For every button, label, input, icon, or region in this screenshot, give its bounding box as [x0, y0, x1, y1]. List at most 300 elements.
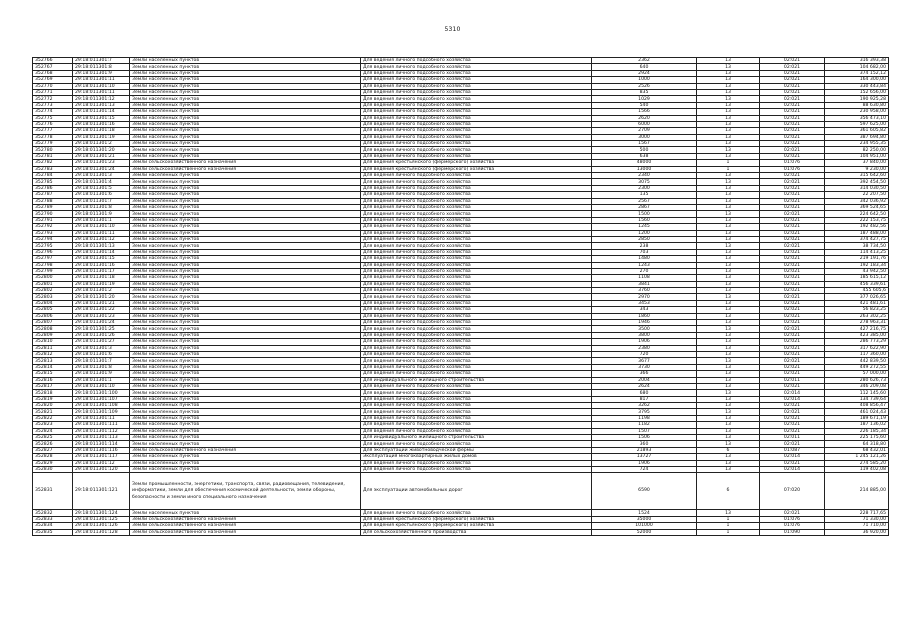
cadastral-value-cell: 597 625,00: [825, 121, 889, 127]
row-number-cell: 352800: [33, 275, 73, 281]
cadastral-number-cell: 29:18:011301:7: [73, 58, 130, 64]
cadastral-number-cell: 29:18:011301:12: [73, 460, 130, 466]
row-number-cell: 352773: [33, 102, 73, 108]
permitted-use-cell: Для ведения личного подсобного хозяйства: [361, 358, 592, 364]
permitted-use-cell: Для эксплуатации автомобильных дорог: [361, 473, 592, 510]
area-cell: 3262: [592, 403, 697, 409]
area-cell: 52000: [592, 529, 697, 535]
type-code-cell: 01:090: [760, 529, 825, 535]
area-cell: 6590: [592, 473, 697, 510]
group-code-cell: 13: [697, 422, 760, 428]
type-code-cell: 02:021: [760, 134, 825, 140]
group-code-cell: 13: [697, 96, 760, 102]
permitted-use-cell: Для ведения личного подсобного хозяйства: [361, 58, 592, 64]
cadastral-number-cell: 29:18:011301:7: [73, 198, 130, 204]
type-code-cell: 02:021: [760, 262, 825, 268]
permitted-use-cell: Для индивидуального жилищного строительства: [361, 377, 592, 383]
type-code-cell: 02:021: [760, 147, 825, 153]
group-code-cell: 13: [697, 153, 760, 159]
row-number-cell: 352784: [33, 173, 73, 179]
area-cell: 2362: [592, 58, 697, 64]
group-code-cell: 13: [697, 224, 760, 230]
cadastral-value-cell: 22 207,50: [825, 192, 889, 198]
row-number-cell: 352806: [33, 313, 73, 319]
area-cell: 238: [592, 243, 697, 249]
type-code-cell: 02:011: [760, 377, 825, 383]
cadastral-number-cell: 29:18:011301:10: [73, 383, 130, 389]
land-category-cell: Земли населенных пунктов: [130, 109, 361, 115]
group-code-cell: 13: [697, 326, 760, 332]
land-category-cell: Земли сельскохозяйственного назначения: [130, 516, 361, 522]
row-number-cell: 352775: [33, 115, 73, 121]
type-code-cell: 02:021: [760, 428, 825, 434]
cadastral-value-cell: 263 302,25: [825, 313, 889, 319]
area-cell: 48000: [592, 160, 697, 166]
permitted-use-cell: Для ведения личного подсобного хозяйства: [361, 243, 592, 249]
land-category-cell: Земли населенных пунктов: [130, 422, 361, 428]
permitted-use-cell: Для ведения личного подсобного хозяйства: [361, 409, 592, 415]
land-category-cell: Земли населенных пунктов: [130, 377, 361, 383]
row-number-cell: 352790: [33, 211, 73, 217]
cadastral-number-cell: 29:18:011301:11: [73, 230, 130, 236]
area-cell: 1182: [592, 422, 697, 428]
land-category-cell: Земли населенных пунктов: [130, 268, 361, 274]
group-code-cell: 13: [697, 332, 760, 338]
cadastral-value-cell: 316 393,38: [825, 58, 889, 64]
cadastral-value-table: [32, 57, 889, 536]
area-cell: 1906: [592, 460, 697, 466]
land-category-cell: Земли населенных пунктов: [130, 415, 361, 421]
cadastral-number-cell: 29:18:011301:1: [73, 377, 130, 383]
land-category-cell: Земли сельскохозяйственного назначения: [130, 447, 361, 453]
type-code-cell: 02:014: [760, 467, 825, 473]
land-category-cell: Земли населенных пунктов: [130, 307, 361, 313]
group-code-cell: 13: [697, 89, 760, 95]
type-code-cell: 02:021: [760, 371, 825, 377]
cadastral-value-cell: 114 413,25: [825, 249, 889, 255]
cadastral-value-cell: 187 488,00: [825, 230, 889, 236]
row-number-cell: 352833: [33, 516, 73, 522]
permitted-use-cell: Для ведения личного подсобного хозяйства: [361, 281, 592, 287]
row-number-cell: 352807: [33, 320, 73, 326]
permitted-use-cell: Для ведения крестьянского (фермерского) хозяйства: [361, 516, 592, 522]
land-category-cell: Земли населенных пунктов: [130, 467, 361, 473]
cadastral-value-cell: 1 245 121,26: [825, 454, 889, 460]
type-code-cell: 01:076: [760, 516, 825, 522]
cadastral-value-cell: 234 955,35: [825, 141, 889, 147]
group-code-cell: 13: [697, 83, 760, 89]
row-number-cell: 352770: [33, 83, 73, 89]
group-code-cell: 6: [697, 473, 760, 510]
cadastral-number-cell: 29:18:011301:128: [73, 529, 130, 535]
group-code-cell: 13: [697, 102, 760, 108]
row-number-cell: 352821: [33, 409, 73, 415]
permitted-use-cell: Для ведения личного подсобного хозяйства: [361, 460, 592, 466]
land-category-cell: Земли населенных пунктов: [130, 441, 361, 447]
row-number-cell: 352794: [33, 236, 73, 242]
cadastral-value-cell: 361 605,82: [825, 128, 889, 134]
row-number-cell: 352815: [33, 371, 73, 377]
row-number-cell: 352828: [33, 454, 73, 460]
cadastral-number-cell: 29:18:011301:3: [73, 345, 130, 351]
row-number-cell: 352774: [33, 109, 73, 115]
permitted-use-cell: Для индивидуального жилищного строительства: [361, 435, 592, 441]
permitted-use-cell: Для ведения личного подсобного хозяйства: [361, 396, 592, 402]
group-code-cell: 13: [697, 300, 760, 306]
row-number-cell: 352803: [33, 294, 73, 300]
row-number-cell: 352789: [33, 204, 73, 210]
group-code-cell: 13: [697, 403, 760, 409]
permitted-use-cell: Для ведения личного подсобного хозяйства: [361, 262, 592, 268]
land-category-cell: Земли населенных пунктов: [130, 243, 361, 249]
group-code-cell: 13: [697, 383, 760, 389]
area-cell: 2970: [592, 294, 697, 300]
group-code-cell: 13: [697, 428, 760, 434]
cadastral-number-cell: 29:18:011301:23: [73, 160, 130, 166]
row-number-cell: 352766: [33, 58, 73, 64]
cadastral-value-cell: 71 710,00: [825, 523, 889, 529]
row-number-cell: 352777: [33, 128, 73, 134]
group-code-cell: 13: [697, 435, 760, 441]
row-number-cell: 352820: [33, 403, 73, 409]
permitted-use-cell: Для ведения личного подсобного хозяйства: [361, 147, 592, 153]
group-code-cell: 1: [697, 516, 760, 522]
cadastral-value-cell: 224 642,50: [825, 211, 889, 217]
cadastral-number-cell: 29:18:011301:16: [73, 262, 130, 268]
cadastral-number-cell: 29:18:011301:5: [73, 185, 130, 191]
cadastral-number-cell: 29:18:011301:20: [73, 294, 130, 300]
permitted-use-cell: Для ведения личного подсобного хозяйства: [361, 249, 592, 255]
permitted-use-cell: Для ведения крестьянского (фермерского) хозяйства: [361, 523, 592, 529]
cadastral-value-cell: 117 360,00: [825, 351, 889, 357]
cadastral-number-cell: 29:18:011301:9: [73, 70, 130, 76]
cadastral-number-cell: 29:18:011301:11: [73, 77, 130, 83]
cadastral-value-cell: 274 585,20: [825, 460, 889, 466]
cadastral-value-cell: 43 942,50: [825, 268, 889, 274]
land-category-cell: Земли населенных пунктов: [130, 358, 361, 364]
cadastral-value-cell: 442 839,50: [825, 358, 889, 364]
area-cell: 3730: [592, 364, 697, 370]
area-cell: 13727: [592, 454, 697, 460]
row-number-cell: 352780: [33, 147, 73, 153]
row-number-cell: 352805: [33, 307, 73, 313]
type-code-cell: 02:021: [760, 243, 825, 249]
cadastral-number-cell: 29:18:011301:3: [73, 173, 130, 179]
cadastral-number-cell: 29:18:011301:19: [73, 134, 130, 140]
permitted-use-cell: Для ведения личного подсобного хозяйства: [361, 339, 592, 345]
type-code-cell: 02:021: [760, 300, 825, 306]
permitted-use-cell: Для ведения личного подсобного хозяйства: [361, 141, 592, 147]
permitted-use-cell: Для ведения личного подсобного хозяйства: [361, 422, 592, 428]
group-code-cell: 13: [697, 320, 760, 326]
land-category-cell: Земли населенных пунктов: [130, 262, 361, 268]
row-number-cell: 352818: [33, 390, 73, 396]
cadastral-value-cell: 374 152,12: [825, 70, 889, 76]
area-cell: 1524: [592, 510, 697, 516]
permitted-use-cell: Для ведения личного подсобного хозяйства: [361, 288, 592, 294]
cadastral-number-cell: 29:18:011301:100: [73, 390, 130, 396]
type-code-cell: 02:021: [760, 332, 825, 338]
type-code-cell: 02:021: [760, 307, 825, 313]
type-code-cell: 02:021: [760, 121, 825, 127]
area-cell: 35000: [592, 516, 697, 522]
permitted-use-cell: Для ведения личного подсобного хозяйства: [361, 332, 592, 338]
row-number-cell: 352816: [33, 377, 73, 383]
area-cell: 2380: [592, 345, 697, 351]
cadastral-value-cell: 38 734,50: [825, 243, 889, 249]
group-code-cell: 13: [697, 364, 760, 370]
permitted-use-cell: Для ведения личного подсобного хозяйства: [361, 77, 592, 83]
cadastral-number-cell: 29:18:011301:113: [73, 435, 130, 441]
type-code-cell: 02:021: [760, 320, 825, 326]
row-number-cell: 352814: [33, 364, 73, 370]
row-number-cell: 352811: [33, 345, 73, 351]
cadastral-number-cell: 29:18:011301:107: [73, 396, 130, 402]
area-cell: 1566: [592, 109, 697, 115]
land-category-cell: Земли населенных пунктов: [130, 275, 361, 281]
cadastral-number-cell: 29:18:011301:14: [73, 249, 130, 255]
type-code-cell: 02:021: [760, 211, 825, 217]
row-number-cell: 352804: [33, 300, 73, 306]
row-number-cell: 352809: [33, 332, 73, 338]
area-cell: 3795: [592, 409, 697, 415]
type-code-cell: 02:014: [760, 390, 825, 396]
permitted-use-cell: Для ведения личного подсобного хозяйства: [361, 64, 592, 70]
area-cell: 2624: [592, 383, 697, 389]
group-code-cell: 13: [697, 141, 760, 147]
area-cell: 724: [592, 467, 697, 473]
land-category-cell: Земли населенных пунктов: [130, 192, 361, 198]
cadastral-number-cell: 29:18:011301:27: [73, 339, 130, 345]
cadastral-value-cell: 369 524,65: [825, 204, 889, 210]
type-code-cell: 02:021: [760, 249, 825, 255]
cadastral-number-cell: 29:18:011301:14: [73, 109, 130, 115]
group-code-cell: 13: [697, 204, 760, 210]
group-code-cell: 13: [697, 409, 760, 415]
cadastral-value-cell: 71 330,00: [825, 516, 889, 522]
cadastral-value-cell: 219 191,76: [825, 256, 889, 262]
cadastral-value-cell: 82 250,00: [825, 147, 889, 153]
type-code-cell: 02:021: [760, 339, 825, 345]
row-number-cell: 352779: [33, 141, 73, 147]
group-code-cell: 13: [697, 109, 760, 115]
area-cell: 1906: [592, 339, 697, 345]
land-category-cell: Земли населенных пунктов: [130, 332, 361, 338]
type-code-cell: 02:021: [760, 102, 825, 108]
type-code-cell: 02:021: [760, 409, 825, 415]
cadastral-value-cell: 152 656,00: [825, 89, 889, 95]
row-number-cell: 352835: [33, 529, 73, 535]
area-cell: 2850: [592, 236, 697, 242]
area-cell: 680: [592, 390, 697, 396]
cadastral-value-cell: 57 000,00: [825, 371, 889, 377]
cadastral-number-cell: 29:18:011301:24: [73, 320, 130, 326]
row-number-cell: 352832: [33, 510, 73, 516]
row-number-cell: 352785: [33, 179, 73, 185]
area-cell: 2340: [592, 173, 697, 179]
cadastral-value-cell: 315 642,60: [825, 173, 889, 179]
area-cell: 3760: [592, 288, 697, 294]
cadastral-number-cell: 29:18:011301:8: [73, 64, 130, 70]
cadastral-value-cell: 36 920,00: [825, 529, 889, 535]
group-code-cell: 13: [697, 288, 760, 294]
area-cell: 360: [592, 441, 697, 447]
land-category-cell: Земли сельскохозяйственного назначения: [130, 160, 361, 166]
type-code-cell: 02:021: [760, 109, 825, 115]
land-category-cell: Земли населенных пунктов: [130, 300, 361, 306]
row-number-cell: 352781: [33, 153, 73, 159]
area-cell: 3000: [592, 134, 697, 140]
area-cell: 720: [592, 351, 697, 357]
permitted-use-cell: Для ведения личного подсобного хозяйства: [361, 428, 592, 434]
cadastral-value-cell: 192 482,56: [825, 224, 889, 230]
land-category-cell: Земли населенных пунктов: [130, 230, 361, 236]
type-code-cell: 02:021: [760, 198, 825, 204]
area-cell: 21893: [592, 447, 697, 453]
type-code-cell: 02:021: [760, 422, 825, 428]
type-code-cell: 01:076: [760, 160, 825, 166]
land-category-cell: Земли населенных пунктов: [130, 173, 361, 179]
land-category-cell: Земли населенных пунктов: [130, 102, 361, 108]
row-number-cell: 352827: [33, 447, 73, 453]
group-code-cell: 13: [697, 294, 760, 300]
cadastral-number-cell: 29:18:011301:121: [73, 473, 130, 510]
permitted-use-cell: Для ведения личного подсобного хозяйства: [361, 173, 592, 179]
permitted-use-cell: Для ведения личного подсобного хозяйства: [361, 256, 592, 262]
group-code-cell: 13: [697, 115, 760, 121]
land-category-cell: Земли населенных пунктов: [130, 58, 361, 64]
area-cell: 2526: [592, 83, 697, 89]
permitted-use-cell: Для ведения личного подсобного хозяйства: [361, 275, 592, 281]
permitted-use-cell: Для ведения личного подсобного хозяйства: [361, 211, 592, 217]
row-number-cell: 352792: [33, 224, 73, 230]
type-code-cell: 02:021: [760, 281, 825, 287]
group-code-cell: 13: [697, 339, 760, 345]
permitted-use-cell: Для сельскохозяйственного производства: [361, 529, 592, 535]
group-code-cell: 13: [697, 185, 760, 191]
land-category-cell: Земли населенных пунктов: [130, 96, 361, 102]
row-number-cell: 352778: [33, 134, 73, 140]
type-code-cell: 02:021: [760, 70, 825, 76]
cadastral-value-cell: 421 481,61: [825, 300, 889, 306]
land-category-cell: Земли населенных пунктов: [130, 147, 361, 153]
group-code-cell: 13: [697, 460, 760, 466]
cadastral-value-cell: 185 615,12: [825, 275, 889, 281]
cadastral-number-cell: 29:18:011301:114: [73, 441, 130, 447]
group-code-cell: 13: [697, 77, 760, 83]
row-number-cell: 352817: [33, 383, 73, 389]
page-number: 5310: [444, 26, 461, 33]
cadastral-value-cell: 317 622,90: [825, 345, 889, 351]
row-number-cell: 352796: [33, 249, 73, 255]
row-number-cell: 352802: [33, 288, 73, 294]
table-row: [33, 529, 889, 535]
cadastral-number-cell: 29:18:011301:108: [73, 403, 130, 409]
area-cell: 1506: [592, 435, 697, 441]
permitted-use-cell: Для ведения личного подсобного хозяйства: [361, 109, 592, 115]
type-code-cell: 02:021: [760, 313, 825, 319]
permitted-use-cell: Для ведения личного подсобного хозяйства: [361, 89, 592, 95]
permitted-use-cell: Для ведения личного подсобного хозяйства: [361, 351, 592, 357]
cadastral-number-cell: 29:18:011301:11: [73, 415, 130, 421]
land-category-cell: Земли сельскохозяйственного назначения: [130, 523, 361, 529]
cadastral-value-cell: 423 385,00: [825, 332, 889, 338]
land-category-cell: Земли населенных пунктов: [130, 121, 361, 127]
row-number-cell: 352791: [33, 217, 73, 223]
permitted-use-cell: Для ведения личного подсобного хозяйства: [361, 300, 592, 306]
permitted-use-cell: Для ведения личного подсобного хозяйства: [361, 390, 592, 396]
cadastral-value-cell: 68 432,01: [825, 447, 889, 453]
cadastral-value-cell: 356 473,10: [825, 115, 889, 121]
cadastral-value-cell: 214 885,00: [825, 473, 889, 510]
group-code-cell: 13: [697, 358, 760, 364]
row-number-cell: 352831: [33, 473, 73, 510]
group-code-cell: 13: [697, 192, 760, 198]
permitted-use-cell: Для ведения личного подсобного хозяйства: [361, 383, 592, 389]
area-cell: 3800: [592, 332, 697, 338]
cadastral-value-cell: 226 185,34: [825, 428, 889, 434]
land-category-cell: Земли населенных пунктов: [130, 77, 361, 83]
cadastral-number-cell: 29:18:011301:116: [73, 447, 130, 453]
type-code-cell: 01:076: [760, 523, 825, 529]
cadastral-value-cell: 314 030,50: [825, 185, 889, 191]
land-category-cell: Земли населенных пунктов: [130, 211, 361, 217]
cadastral-value-cell: 342 036,92: [825, 198, 889, 204]
area-cell: 6000: [592, 121, 697, 127]
row-number-cell: 352798: [33, 262, 73, 268]
permitted-use-cell: Для ведения личного подсобного хозяйства: [361, 179, 592, 185]
cadastral-value-cell: 189 671,19: [825, 415, 889, 421]
cadastral-number-cell: 29:18:011301:126: [73, 523, 130, 529]
type-code-cell: 02:021: [760, 358, 825, 364]
cadastral-value-cell: 374 427,75: [825, 236, 889, 242]
area-cell: 703: [592, 249, 697, 255]
permitted-use-cell: Для ведения личного подсобного хозяйства: [361, 83, 592, 89]
group-code-cell: 13: [697, 441, 760, 447]
cadastral-number-cell: 29:18:011301:2: [73, 141, 130, 147]
area-cell: 1245: [592, 224, 697, 230]
type-code-cell: 02:021: [760, 256, 825, 262]
cadastral-number-cell: 29:18:011301:6: [73, 351, 130, 357]
group-code-cell: 13: [697, 281, 760, 287]
area-cell: 2924: [592, 70, 697, 76]
row-number-cell: 352808: [33, 326, 73, 332]
type-code-cell: 01:076: [760, 166, 825, 172]
cadastral-value-cell: 387 694,80: [825, 134, 889, 140]
permitted-use-cell: Для ведения личного подсобного хозяйства: [361, 128, 592, 134]
land-category-cell: Земли населенных пунктов: [130, 236, 361, 242]
cadastral-value-cell: 449 272,55: [825, 364, 889, 370]
cadastral-number-cell: 29:18:011301:25: [73, 326, 130, 332]
land-category-cell: Земли населенных пунктов: [130, 204, 361, 210]
permitted-use-cell: Для ведения личного подсобного хозяйства: [361, 371, 592, 377]
cadastral-number-cell: 29:18:011301:24: [73, 166, 130, 172]
cadastral-number-cell: 29:18:011301:15: [73, 115, 130, 121]
group-code-cell: 13: [697, 58, 760, 64]
cadastral-number-cell: 29:18:011301:124: [73, 510, 130, 516]
group-code-cell: 13: [697, 510, 760, 516]
row-number-cell: 352769: [33, 77, 73, 83]
type-code-cell: 02:021: [760, 288, 825, 294]
cadastral-number-cell: 29:18:011301:16: [73, 121, 130, 127]
land-category-cell: Земли населенных пунктов: [130, 281, 361, 287]
row-number-cell: 352776: [33, 121, 73, 127]
area-cell: 1243: [592, 262, 697, 268]
permitted-use-cell: Для ведения личного подсобного хозяйства: [361, 192, 592, 198]
group-code-cell: 13: [697, 121, 760, 127]
permitted-use-cell: Для ведения личного подсобного хозяйства: [361, 217, 592, 223]
group-code-cell: 13: [697, 313, 760, 319]
